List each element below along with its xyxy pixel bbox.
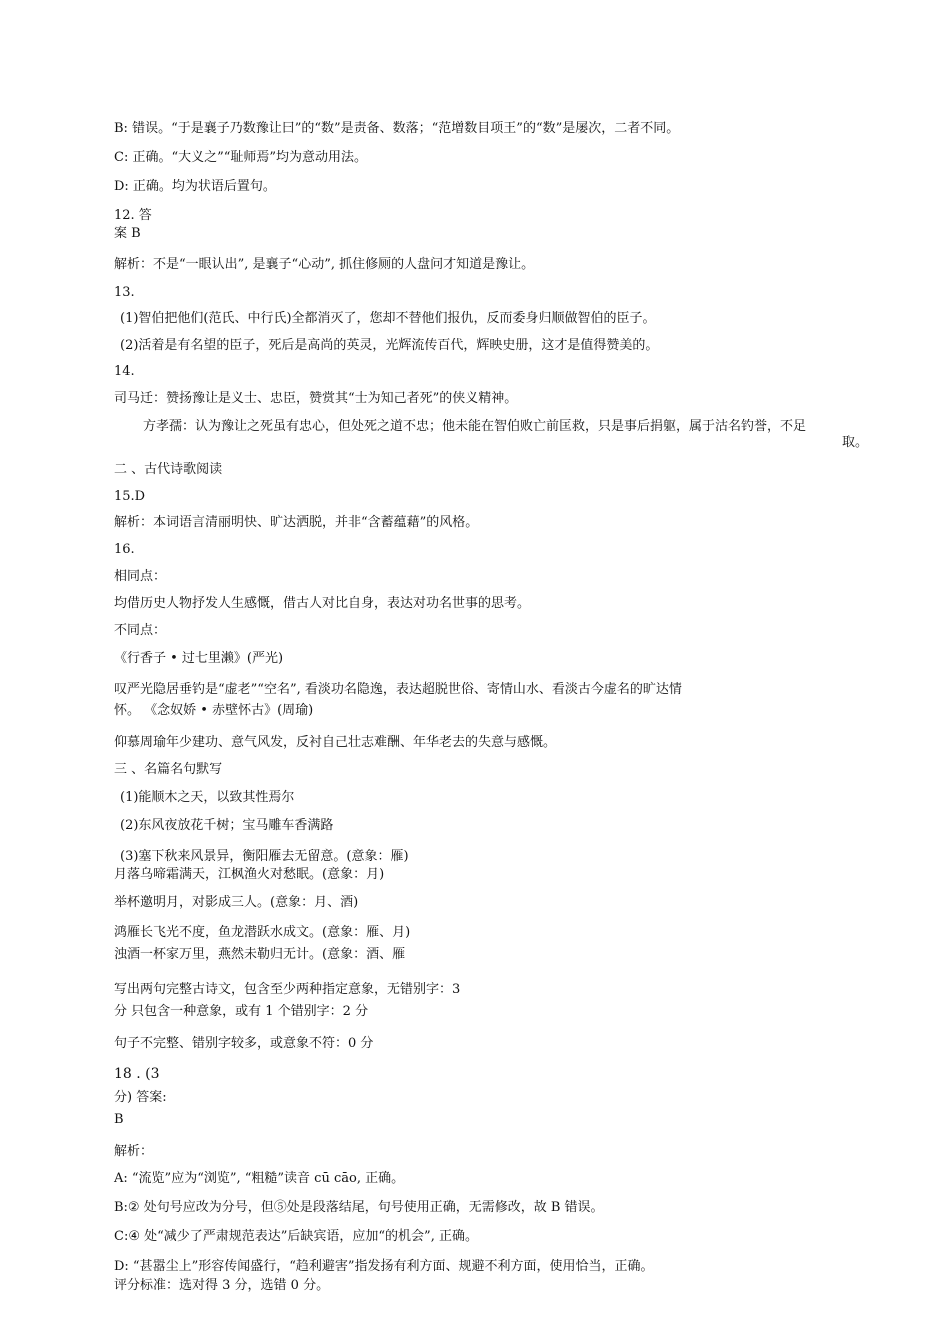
text-line: C: 正确。“大义之”“耻师焉”均为意动用法。	[114, 150, 368, 165]
text-line: 《行香子 • 过七里濑》(严光)	[114, 651, 284, 666]
text-line: (1)能顺木之天，以致其性焉尔	[120, 790, 295, 805]
question-number: 18 . (3	[114, 1066, 160, 1082]
text-line: 写出两句完整古诗文，包含至少两种指定意象，无错别字：3	[114, 982, 461, 997]
text-line: 取。	[842, 435, 869, 450]
text-line: A: “流览”应为“浏览”, “粗糙”读音 cū cāo, 正确。	[114, 1171, 405, 1186]
question-number: 15.D	[114, 489, 146, 504]
text-line: 相同点：	[114, 569, 167, 584]
text-line: 案 B	[114, 226, 141, 241]
text-line: 不同点：	[114, 623, 167, 638]
question-number: 13.	[114, 285, 135, 300]
text-line: 浊酒一杯家万里，燕然未勒归无计。(意象：酒、雁	[114, 947, 406, 962]
text-line: 评分标准：选对得 3 分，选错 0 分。	[114, 1278, 330, 1293]
text-line: 司马迁：赞扬豫让是义士、忠臣，赞赏其“士为知己者死”的侠义精神。	[114, 391, 518, 406]
text-line: B: 错误。“于是襄子乃数豫让曰”的“数”是责备、数落；“范增数目项王”的“数”是屡次，二者不同。	[114, 121, 680, 136]
text-line: 解析：	[114, 1144, 154, 1159]
text-line: (3)塞下秋来风景异，衡阳雁去无留意。(意象：雁)	[120, 849, 409, 864]
text-line: (2)东风夜放花千树；宝马雕车香满路	[120, 818, 334, 833]
text-line: 举杯邀明月，对影成三人。(意象：月、酒)	[114, 895, 359, 910]
text-line: 分 只包含一种意象，或有 1 个错别字：2 分	[114, 1004, 369, 1019]
text-line: 解析：本词语言清丽明快、旷达洒脱，并非“含蓄蕴藉”的风格。	[114, 515, 479, 530]
text-line: (2)活着是有名望的臣子，死后是高尚的英灵，光辉流传百代，辉映史册，这才是值得赞美的。	[120, 338, 659, 353]
text-line: B	[114, 1112, 124, 1127]
question-number: 14.	[114, 364, 135, 379]
text-line: 句子不完整、错别字较多，或意象不符：0 分	[114, 1036, 374, 1051]
text-line: B:② 处句号应改为分号，但⑤处是段落结尾，句号使用正确，无需修改，故 B 错误。	[114, 1200, 604, 1215]
text-line: 仰慕周瑜年少建功、意气风发，反衬自己壮志难酬、年华老去的失意与感慨。	[114, 735, 557, 750]
text-line: 鸿雁长飞光不度，鱼龙潜跃水成文。(意象：雁、月)	[114, 925, 411, 940]
question-number: 12. 答	[114, 208, 152, 223]
section-heading: 三 、名篇名句默写	[114, 762, 223, 777]
text-line: 方孝孺：认为豫让之死虽有忠心，但处死之道不忠；他未能在智伯败亡前匡救，只是事后捐躯，属于沽名钓誉，不足	[143, 419, 807, 434]
text-line: 解析：不是“一眼认出”, 是襄子“心动”, 抓住修厕的人盘问才知道是豫让。	[114, 257, 535, 272]
text-line: 均借历史人物抒发人生感慨，借古人对比自身，表达对功名世事的思考。	[114, 596, 531, 611]
text-line: 叹严光隐居垂钓是“虚老”“空名”, 看淡功名隐逸，表达超脱世俗、寄情山水、看淡古今虚名的旷达情	[114, 682, 682, 697]
question-number: 16.	[114, 542, 135, 557]
text-line: 月落乌啼霜满天，江枫渔火对愁眠。(意象：月)	[114, 867, 385, 882]
text-line: 怀。 《念奴娇 • 赤壁怀古》(周瑜)	[114, 703, 314, 718]
text-line: 分) 答案:	[114, 1090, 167, 1105]
text-line: C:④ 处“减少了严肃规范表达”后缺宾语，应加“的机会”, 正确。	[114, 1229, 478, 1244]
section-heading: 二 、古代诗歌阅读	[114, 462, 223, 477]
text-line: D: 正确。均为状语后置句。	[114, 179, 276, 194]
text-line: (1)智伯把他们(范氏、中行氏)全都消灭了，您却不替他们报仇，反而委身归顺做智伯的臣子。	[120, 311, 656, 326]
text-line: D: “甚嚣尘上”形容传闻盛行，“趋利避害”指发扬有利方面、规避不利方面，使用恰当，正确。	[114, 1259, 654, 1274]
